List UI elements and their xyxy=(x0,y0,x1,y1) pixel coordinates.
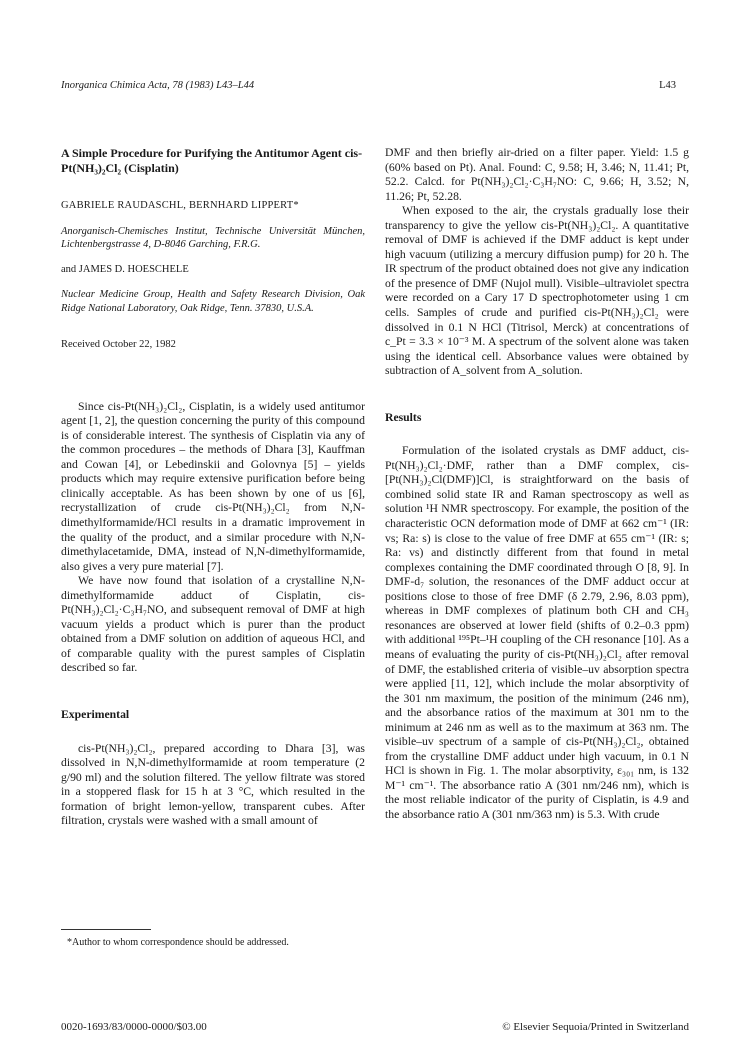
results-heading: Results xyxy=(385,410,422,424)
affiliation-secondary: Nuclear Medicine Group, Health and Safety Research Division, Oak Ridge National Laboratory, Oak Ridge, Tenn. 37830, U.S.A. xyxy=(61,289,365,314)
experimental-paragraph-1: cis-Pt(NH₃)₂Cl₂, prepared according to Dhara [3], was dissolved in N,N-dimethylformamide at room temperature (2 g/90 ml) and the solution filtered. The yellow filtrate was stored in a stoppered flask for 15 h at 3 °C, which resulted in the formation of bright lemon-yellow, transparent cubes. After filtration, crystals were washed with a small amount of xyxy=(61,741,365,828)
affiliation-primary: Anorganisch-Chemisches Institut, Technische Universität München, Lichtenbergstrasse 4, D-8046 Garching, F.R.G. xyxy=(61,225,365,251)
article-title: A Simple Procedure for Purifying the Antitumor Agent cis-Pt(NH₃)₂Cl₂ (Cisplatin) xyxy=(61,146,363,175)
page-number: L43 xyxy=(659,80,676,91)
experimental-paragraph-2: When exposed to the air, the crystals gradually lose their transparency to give the yellow cis-Pt(NH₃)₂Cl₂. A quantitative removal of DMF is achieved if the DMF adduct is kept under high vacuum (utilizing a mercury diffusion pump) for 20 h. The IR spectrum of the product obtained does not give any indication of the presence of DMF (Nujol mull). Visible–ultraviolet spectra were recorded on a Cary 17 D spectrophotometer using 1 cm cells. Samples of crude and purified cis-Pt(NH₃)₂Cl₂ were dissolved in 0.1 N HCl (Titrisol, Merck) at concentrations of c_Pt = 3.3 × 10⁻³ M. A spectrum of the solvent alone was taken using the identical cell. Absorbance values were obtained by subtraction of A_solvent from A_solution. xyxy=(385,204,689,378)
running-head xyxy=(61,80,676,96)
right-column xyxy=(385,146,689,823)
author-list-secondary: and JAMES D. HOESCHELE xyxy=(61,263,189,275)
experimental-heading: Experimental xyxy=(61,708,130,722)
journal-reference: Inorganica Chimica Acta, 78 (1983) L43–L44 xyxy=(61,80,255,91)
issn-code: 0020-1693/83/0000-0000/$03.00 xyxy=(61,1021,207,1033)
page-footer xyxy=(61,1021,689,1037)
author-list-primary: GABRIELE RAUDASCHL, BERNHARD LIPPERT* xyxy=(61,200,299,211)
results-paragraph-1: Formulation of the isolated crystals as DMF adduct, cis-Pt(NH₃)₂Cl₂·DMF, rather than a DMF complex, cis-[Pt(NH₃)₂Cl(DMF)]Cl, is straightforward on the basis of combined solid state IR and Raman spectroscopy as well as solution ¹H NMR spectroscopy. For example, the position of the characteristic OCN deformation mode of DMF at 662 cm⁻¹ (IR: vs; Ra: s) is close to the value of free DMF at 655 cm⁻¹ (IR: s; Ra: vs) and distinctly different from that found in metal complexes containing the DMF coordinated through O [8, 9]. In DMF-d₇ solution, the resonances of the DMF adduct occur at positions close to those of free DMF (δ 2.79, 2.96, 8.03 ppm), whereas in DMF complexes of platinum both CH and CH₃ resonances are observed at lower field (shifts of 0.2–0.3 ppm) with additional ¹⁹⁵Pt–¹H coupling of the CH resonance [10]. As a means of evaluating the purity of cis-Pt(NH₃)₂Cl₂ after removal of DMF, the established criteria of visible–uv absorption spectra were applied [11, 12], which include the molar absorptivity of the 301 nm maximum, the position of the minimum (246 nm), and the absorbance ratios of the maximum at 301 nm to the minimum at 246 nm as well as to the maximum at 363 nm. The visible–uv spectrum of a sample of cis-Pt(NH₃)₂Cl₂, obtained from the crystalline DMF adduct under high vacuum, in 0.1 N HCl is shown in Fig. 1. The molar absorptivity, ε₃₀₁ nm, is 132 M⁻¹ cm⁻¹. The absorbance ratio A (301 nm/246 nm), which is the most reliable indicator of the purity of Cisplatin, is 4.9 and the absorbance ratio A (301 nm/363 nm) is 5.3. With crude xyxy=(385,444,689,821)
footnote-divider xyxy=(61,929,151,930)
introduction-paragraph-2: We have now found that isolation of a crystalline N,N-dimethylformamide adduct of Cisplatin, cis-Pt(NH₃)₂Cl₂·C₃H₇NO, and subsequent removal of DMF at high vacuum yields a product which is purer than the product obtained from a DMF solution on addition of aqueous HCl, and of comparable quality with the purest samples of Cisplatin described so far. xyxy=(61,574,365,675)
left-column xyxy=(61,146,365,829)
corresponding-author-footnote: *Author to whom correspondence should be addressed. xyxy=(67,937,289,948)
introduction-paragraph-1: Since cis-Pt(NH₃)₂Cl₂, Cisplatin, is a widely used antitumor agent [1, 2], the question concerning the purity of this compound is of considerable interest. The synthesis of Cisplatin via any of the common procedures – the methods of Dhara [3], Kauffman and Cowan [4], or Lebedinskii and Golovnya [5] – yields products which may require extensive purification before being clinically acceptable. As has been shown by one of us [6], recrystallization of crude cis-Pt(NH₃)₂Cl₂ from N,N-dimethylformamide/HCl results in a dramatic improvement in the quality of the product, and a similar procedure with N,N-dimethylacetamide, DMA, instead of N,N-dimethylformamide, also gives a very pure material [7]. xyxy=(61,399,365,573)
publisher-notice: © Elsevier Sequoia/Printed in Switzerland xyxy=(502,1021,689,1033)
received-date: Received October 22, 1982 xyxy=(61,339,176,351)
experimental-paragraph-1-continued: DMF and then briefly air-dried on a filter paper. Yield: 1.5 g (60% based on Pt). Anal. Found: C, 9.58; H, 3.46; N, 11.41; Pt, 52.2. Calcd. for Pt(NH₃)₂Cl₂·C₃H₇NO: C, 9.66; H, 3.52; N, 11.26; Pt, 52.28. xyxy=(385,146,689,203)
